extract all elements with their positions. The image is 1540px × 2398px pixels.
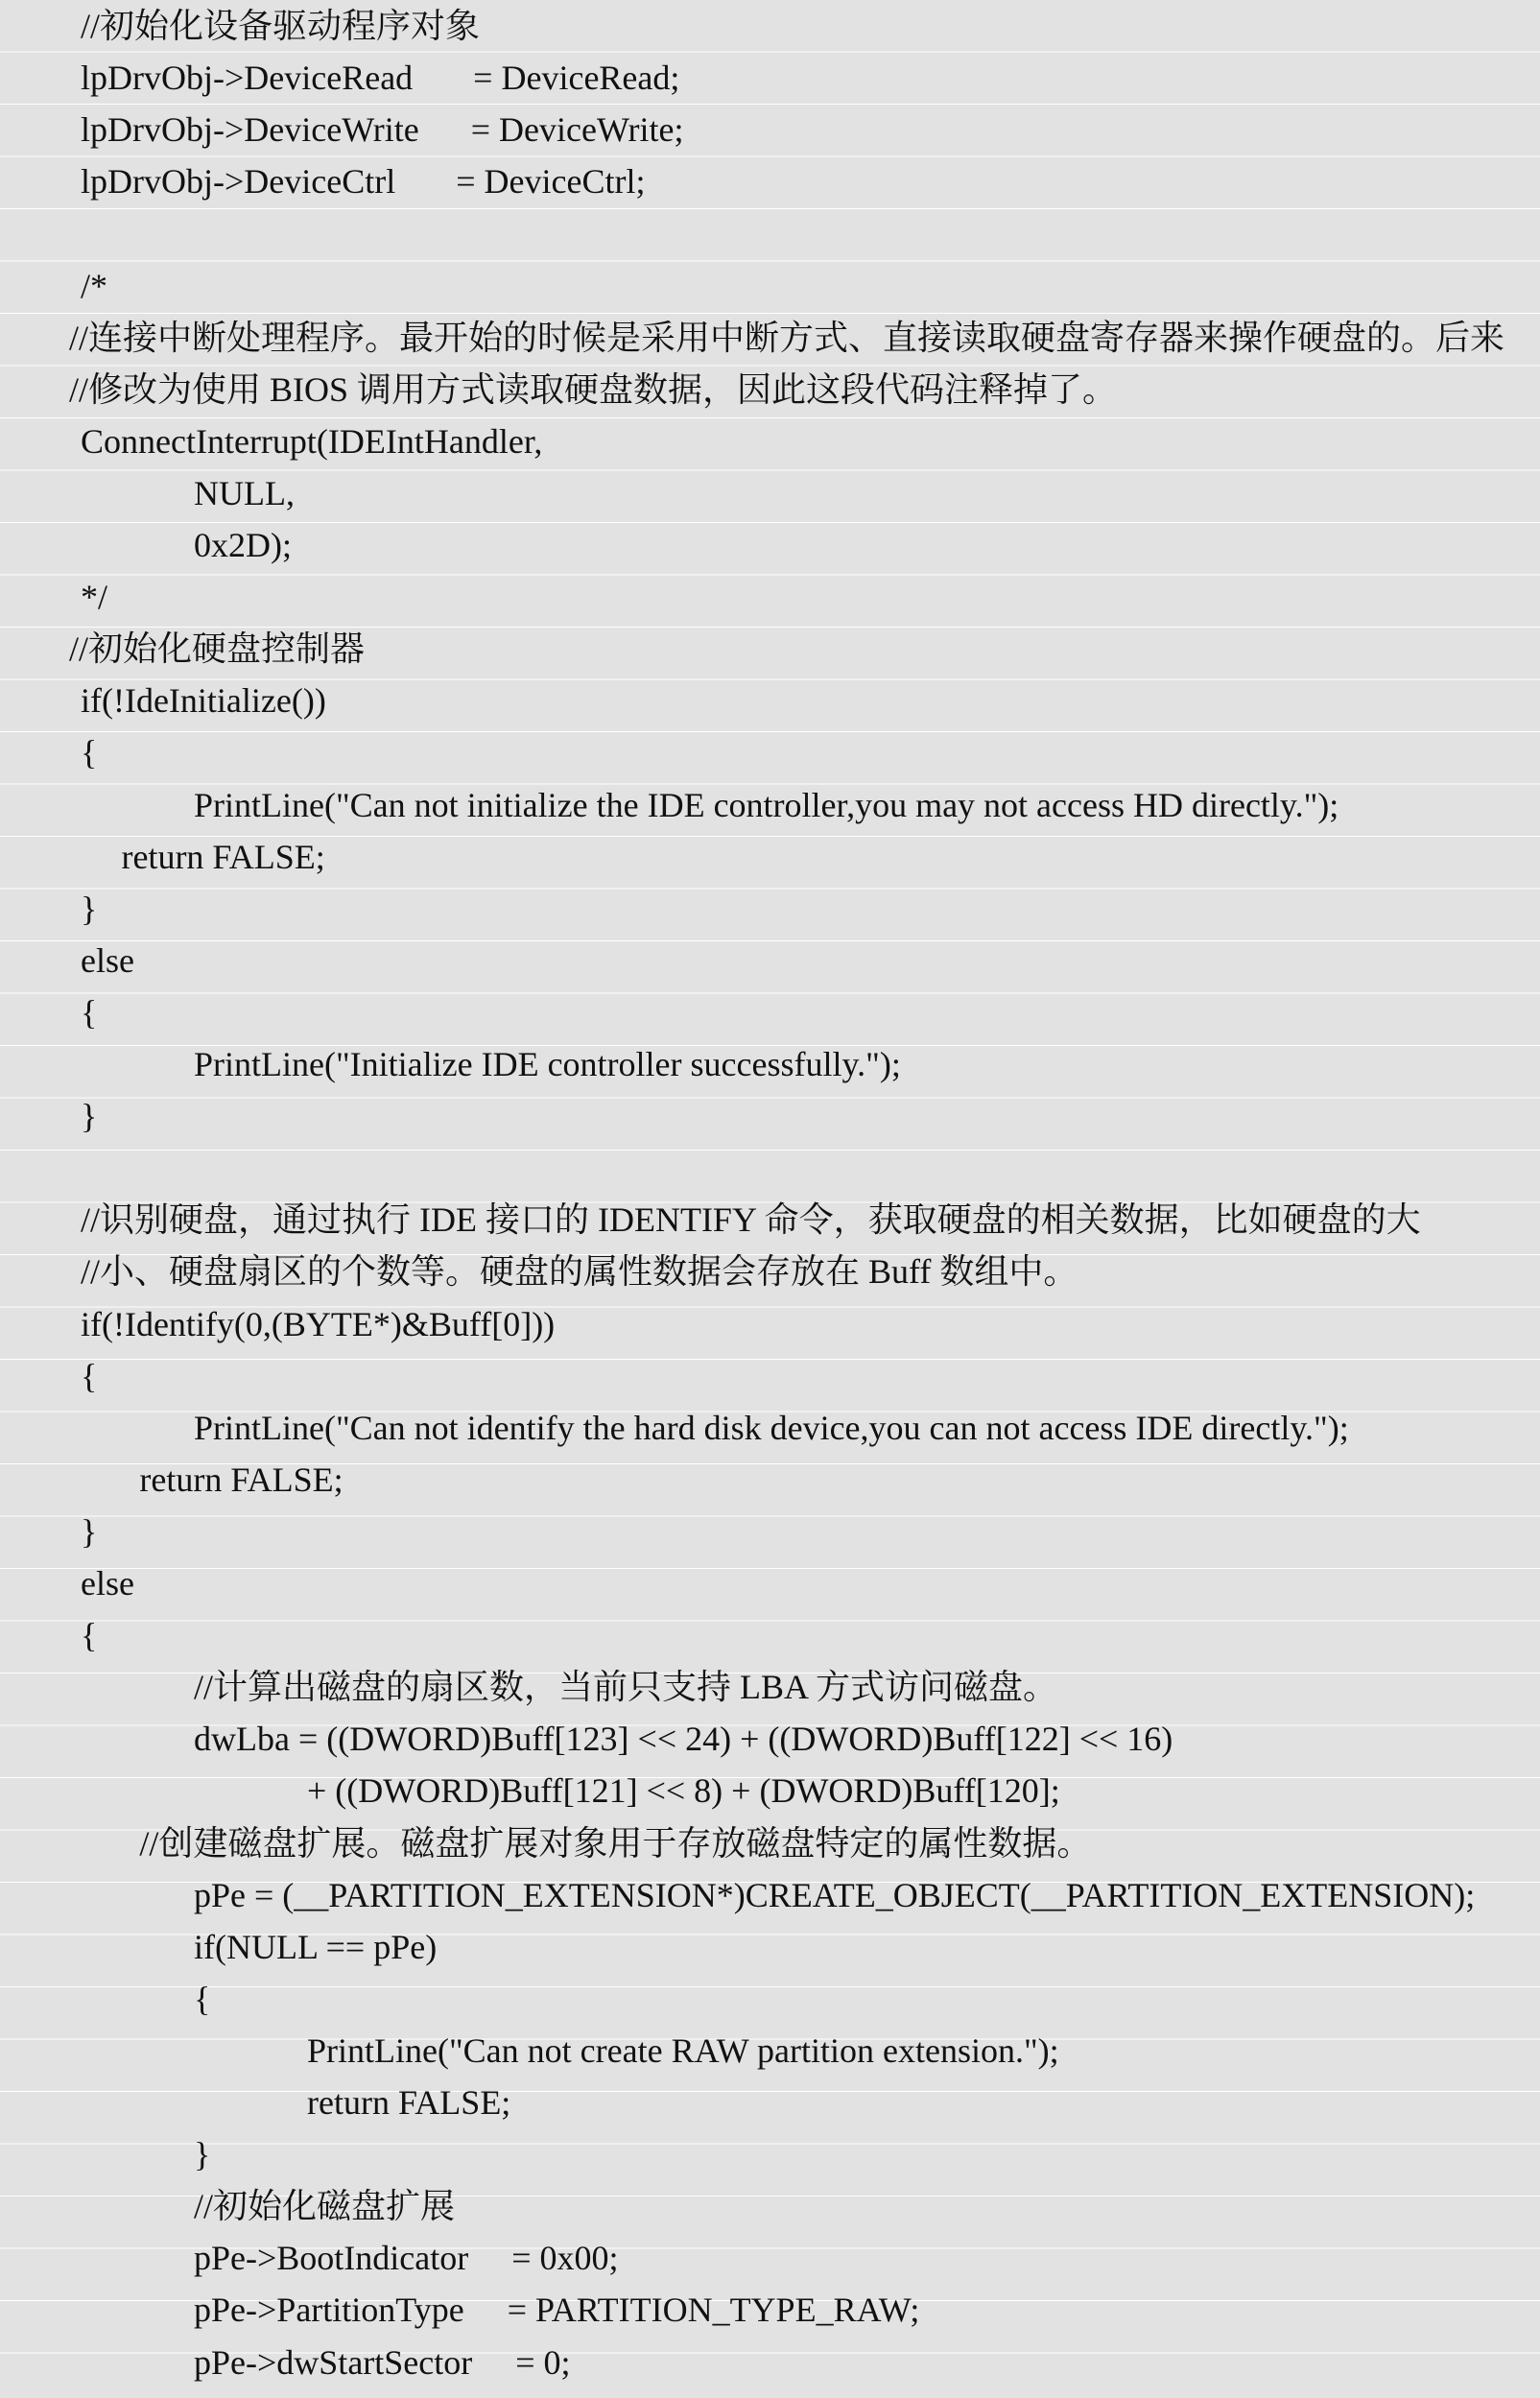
code-line: return FALSE; [307, 2083, 511, 2122]
code-line: if(!Identify(0,(BYTE*)&Buff[0])) [81, 1304, 556, 1343]
code-line: ConnectInterrupt(IDEIntHandler, [81, 421, 543, 461]
code-line: else [81, 1564, 134, 1603]
code-line: //初始化设备驱动程序对象 [81, 7, 481, 45]
code-line: PrintLine("Can not identify the hard disk device,you can not access IDE directly."); [194, 1408, 1349, 1447]
code-line: PrintLine("Can not initialize the IDE controller,you may not access HD directly."); [194, 785, 1339, 824]
code-line: //识别硬盘，通过执行 IDE 接口的 IDENTIFY 命令，获取硬盘的相关数据，比如硬盘的大 [81, 1200, 1421, 1240]
code-line: { [81, 1356, 98, 1395]
code-line: lpDrvObj->DeviceCtrl = DeviceCtrl; [81, 162, 646, 202]
code-line: { [194, 1979, 211, 2018]
code-line: /* [81, 266, 108, 305]
code-line: return FALSE; [139, 1460, 344, 1499]
code-line: PrintLine("Can not create RAW partition extension."); [307, 2030, 1059, 2070]
code-line: return FALSE; [121, 837, 325, 876]
code-line: } [81, 1097, 98, 1136]
code-line: pPe->PartitionType = PARTITION_TYPE_RAW; [194, 2291, 920, 2330]
code-line: if(NULL == pPe) [194, 1927, 438, 1966]
code-line: //连接中断处理程序。最开始的时候是采用中断方式、直接读取硬盘寄存器来操作硬盘的。后来 [69, 318, 1505, 357]
code-line: 0x2D); [194, 526, 292, 564]
code-line: { [81, 1616, 98, 1655]
code-line: */ [81, 578, 108, 617]
code-line: lpDrvObj->DeviceWrite = DeviceWrite; [81, 110, 684, 150]
code-line: NULL, [194, 473, 295, 512]
code-line: pPe->dwStartSector = 0; [194, 2342, 571, 2382]
blank-line [81, 207, 1540, 259]
code-line: pPe->BootIndicator = 0x00; [194, 2239, 619, 2278]
code-line: dwLba = ((DWORD)Buff[123] << 24) + ((DWORD)Buff[122] << 16) [194, 1720, 1173, 1759]
code-line: PrintLine("Initialize IDE controller successfully."); [194, 1045, 901, 1083]
code-line: //创建磁盘扩展。磁盘扩展对象用于存放磁盘特定的属性数据。 [139, 1823, 1092, 1863]
blank-line [81, 1142, 1540, 1194]
code-line: else [81, 940, 134, 980]
code-line: } [81, 889, 98, 928]
code-line: //修改为使用 BIOS 调用方式读取硬盘数据，因此这段代码注释掉了。 [69, 369, 1118, 409]
code-line: } [194, 2135, 211, 2174]
code-line: + ((DWORD)Buff[121] << 8) + (DWORD)Buff[120]; [307, 1771, 1060, 1811]
code-line: //初始化硬盘控制器 [69, 629, 366, 669]
code-line: } [81, 1511, 98, 1551]
code-line: //计算出磁盘的扇区数，当前只支持 LBA 方式访问磁盘。 [194, 1668, 1058, 1707]
code-line: //小、硬盘扇区的个数等。硬盘的属性数据会存放在 Buff 数组中。 [81, 1252, 1078, 1292]
code-line: //初始化磁盘扩展 [194, 2187, 456, 2226]
code-line: { [81, 733, 98, 772]
code-line: { [81, 992, 98, 1032]
code-line: pPe = (__PARTITION_EXTENSION*)CREATE_OBJECT(__PARTITION_EXTENSION); [194, 1875, 1476, 1914]
code-line: if(!IdeInitialize()) [81, 681, 326, 721]
code-line: lpDrvObj->DeviceRead = DeviceRead; [81, 59, 680, 98]
